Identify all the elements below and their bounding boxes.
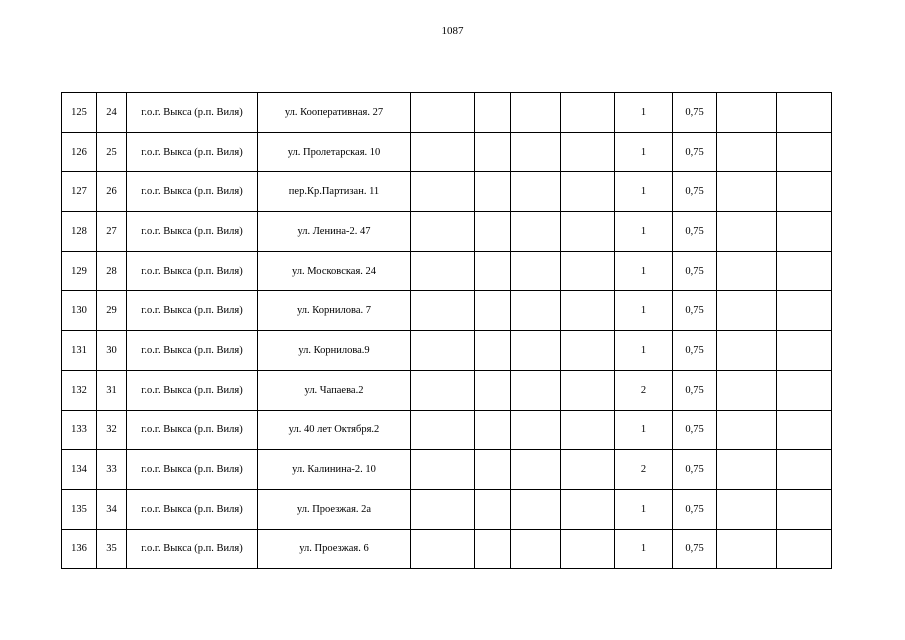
empty-cell-8 (561, 370, 615, 410)
address-cell: ул. Пролетарская. 10 (258, 132, 411, 172)
rate-cell: 0,75 (673, 370, 717, 410)
count-cell: 1 (615, 93, 673, 133)
empty-cell-5 (411, 212, 475, 252)
row-number-cell: 128 (62, 212, 97, 252)
table-row (62, 172, 832, 212)
municipality-cell: г.о.г. Выкса (р.п. Виля) (127, 251, 258, 291)
municipality-cell: г.о.г. Выкса (р.п. Виля) (127, 450, 258, 490)
empty-cell-12 (777, 529, 832, 569)
address-cell: ул. Проезжая. 6 (258, 529, 411, 569)
empty-cell-7 (511, 291, 561, 331)
sub-number-cell: 33 (97, 450, 127, 490)
count-cell: 1 (615, 172, 673, 212)
row-number-cell: 131 (62, 331, 97, 371)
row-number-cell: 127 (62, 172, 97, 212)
sub-number-cell: 35 (97, 529, 127, 569)
empty-cell-8 (561, 212, 615, 252)
empty-cell-5 (411, 132, 475, 172)
table-row (62, 93, 832, 133)
sub-number-cell: 24 (97, 93, 127, 133)
empty-cell-12 (777, 172, 832, 212)
empty-cell-7 (511, 410, 561, 450)
empty-cell-5 (411, 251, 475, 291)
address-cell: ул. Корнилова.9 (258, 331, 411, 371)
table-row (62, 212, 832, 252)
rate-cell: 0,75 (673, 132, 717, 172)
sub-number-cell: 29 (97, 291, 127, 331)
page-number: 1087 (441, 25, 464, 37)
empty-cell-8 (561, 93, 615, 133)
sub-number-cell: 32 (97, 410, 127, 450)
empty-cell-11 (717, 450, 777, 490)
empty-cell-12 (777, 450, 832, 490)
empty-cell-12 (777, 331, 832, 371)
table-row (62, 291, 832, 331)
sub-number-cell: 34 (97, 489, 127, 529)
municipality-cell: г.о.г. Выкса (р.п. Виля) (127, 291, 258, 331)
municipality-cell: г.о.г. Выкса (р.п. Виля) (127, 410, 258, 450)
rate-cell: 0,75 (673, 450, 717, 490)
empty-cell-7 (511, 370, 561, 410)
empty-cell-11 (717, 410, 777, 450)
address-cell: ул. Чапаева.2 (258, 370, 411, 410)
count-cell: 1 (615, 132, 673, 172)
municipality-cell: г.о.г. Выкса (р.п. Виля) (127, 370, 258, 410)
row-number-cell: 125 (62, 93, 97, 133)
empty-cell-8 (561, 529, 615, 569)
table-row (62, 331, 832, 371)
empty-cell-6 (475, 132, 511, 172)
empty-cell-5 (411, 291, 475, 331)
row-number-cell: 130 (62, 291, 97, 331)
empty-cell-7 (511, 132, 561, 172)
empty-cell-12 (777, 291, 832, 331)
empty-cell-12 (777, 251, 832, 291)
empty-cell-11 (717, 93, 777, 133)
count-cell: 1 (615, 331, 673, 371)
rate-cell: 0,75 (673, 410, 717, 450)
municipality-cell: г.о.г. Выкса (р.п. Виля) (127, 93, 258, 133)
table-row (62, 251, 832, 291)
empty-cell-6 (475, 172, 511, 212)
empty-cell-7 (511, 251, 561, 291)
municipality-cell: г.о.г. Выкса (р.п. Виля) (127, 489, 258, 529)
row-number-cell: 126 (62, 132, 97, 172)
sub-number-cell: 28 (97, 251, 127, 291)
empty-cell-8 (561, 331, 615, 371)
table-row (62, 450, 832, 490)
municipality-cell: г.о.г. Выкса (р.п. Виля) (127, 132, 258, 172)
empty-cell-7 (511, 212, 561, 252)
empty-cell-5 (411, 450, 475, 490)
rate-cell: 0,75 (673, 489, 717, 529)
empty-cell-6 (475, 93, 511, 133)
empty-cell-7 (511, 489, 561, 529)
empty-cell-5 (411, 93, 475, 133)
row-number-cell: 132 (62, 370, 97, 410)
rate-cell: 0,75 (673, 93, 717, 133)
empty-cell-11 (717, 212, 777, 252)
municipality-cell: г.о.г. Выкса (р.п. Виля) (127, 331, 258, 371)
address-cell: ул. Проезжая. 2а (258, 489, 411, 529)
sub-number-cell: 25 (97, 132, 127, 172)
sub-number-cell: 30 (97, 331, 127, 371)
rate-cell: 0,75 (673, 529, 717, 569)
address-cell: ул. 40 лет Октября.2 (258, 410, 411, 450)
empty-cell-12 (777, 489, 832, 529)
empty-cell-12 (777, 132, 832, 172)
empty-cell-6 (475, 291, 511, 331)
address-cell: ул. Московская. 24 (258, 251, 411, 291)
empty-cell-12 (777, 370, 832, 410)
empty-cell-8 (561, 132, 615, 172)
row-number-cell: 134 (62, 450, 97, 490)
empty-cell-11 (717, 529, 777, 569)
empty-cell-8 (561, 251, 615, 291)
empty-cell-6 (475, 251, 511, 291)
empty-cell-8 (561, 450, 615, 490)
row-number-cell: 136 (62, 529, 97, 569)
sub-number-cell: 26 (97, 172, 127, 212)
empty-cell-7 (511, 331, 561, 371)
count-cell: 2 (615, 450, 673, 490)
table-row (62, 132, 832, 172)
municipality-cell: г.о.г. Выкса (р.п. Виля) (127, 172, 258, 212)
rate-cell: 0,75 (673, 291, 717, 331)
empty-cell-8 (561, 172, 615, 212)
rate-cell: 0,75 (673, 172, 717, 212)
address-cell: ул. Кооперативная. 27 (258, 93, 411, 133)
empty-cell-12 (777, 410, 832, 450)
empty-cell-11 (717, 291, 777, 331)
table-row (62, 370, 832, 410)
empty-cell-12 (777, 93, 832, 133)
empty-cell-8 (561, 291, 615, 331)
empty-cell-11 (717, 251, 777, 291)
row-number-cell: 129 (62, 251, 97, 291)
rate-cell: 0,75 (673, 251, 717, 291)
count-cell: 1 (615, 212, 673, 252)
rate-cell: 0,75 (673, 331, 717, 371)
municipality-cell: г.о.г. Выкса (р.п. Виля) (127, 212, 258, 252)
empty-cell-6 (475, 489, 511, 529)
empty-cell-8 (561, 410, 615, 450)
address-cell: пер.Кр.Партизан. 11 (258, 172, 411, 212)
empty-cell-12 (777, 212, 832, 252)
empty-cell-11 (717, 331, 777, 371)
empty-cell-11 (717, 172, 777, 212)
row-number-cell: 133 (62, 410, 97, 450)
address-cell: ул. Корнилова. 7 (258, 291, 411, 331)
count-cell: 1 (615, 251, 673, 291)
sub-number-cell: 31 (97, 370, 127, 410)
table-row (62, 489, 832, 529)
count-cell: 1 (615, 529, 673, 569)
empty-cell-11 (717, 370, 777, 410)
row-number-cell: 135 (62, 489, 97, 529)
empty-cell-5 (411, 331, 475, 371)
empty-cell-8 (561, 489, 615, 529)
empty-cell-7 (511, 172, 561, 212)
empty-cell-5 (411, 172, 475, 212)
empty-cell-11 (717, 489, 777, 529)
count-cell: 1 (615, 291, 673, 331)
empty-cell-5 (411, 410, 475, 450)
empty-cell-6 (475, 370, 511, 410)
empty-cell-6 (475, 529, 511, 569)
empty-cell-7 (511, 93, 561, 133)
empty-cell-6 (475, 331, 511, 371)
count-cell: 1 (615, 489, 673, 529)
address-cell: ул. Ленина-2. 47 (258, 212, 411, 252)
empty-cell-11 (717, 132, 777, 172)
empty-cell-6 (475, 212, 511, 252)
empty-cell-5 (411, 529, 475, 569)
address-cell: ул. Калинина-2. 10 (258, 450, 411, 490)
empty-cell-5 (411, 489, 475, 529)
sub-number-cell: 27 (97, 212, 127, 252)
empty-cell-7 (511, 529, 561, 569)
empty-cell-6 (475, 410, 511, 450)
count-cell: 2 (615, 370, 673, 410)
municipality-cell: г.о.г. Выкса (р.п. Виля) (127, 529, 258, 569)
table-row (62, 529, 832, 569)
count-cell: 1 (615, 410, 673, 450)
empty-cell-7 (511, 450, 561, 490)
table-body (62, 93, 832, 569)
empty-cell-5 (411, 370, 475, 410)
registry-table (61, 92, 832, 569)
rate-cell: 0,75 (673, 212, 717, 252)
table-row (62, 410, 832, 450)
empty-cell-6 (475, 450, 511, 490)
